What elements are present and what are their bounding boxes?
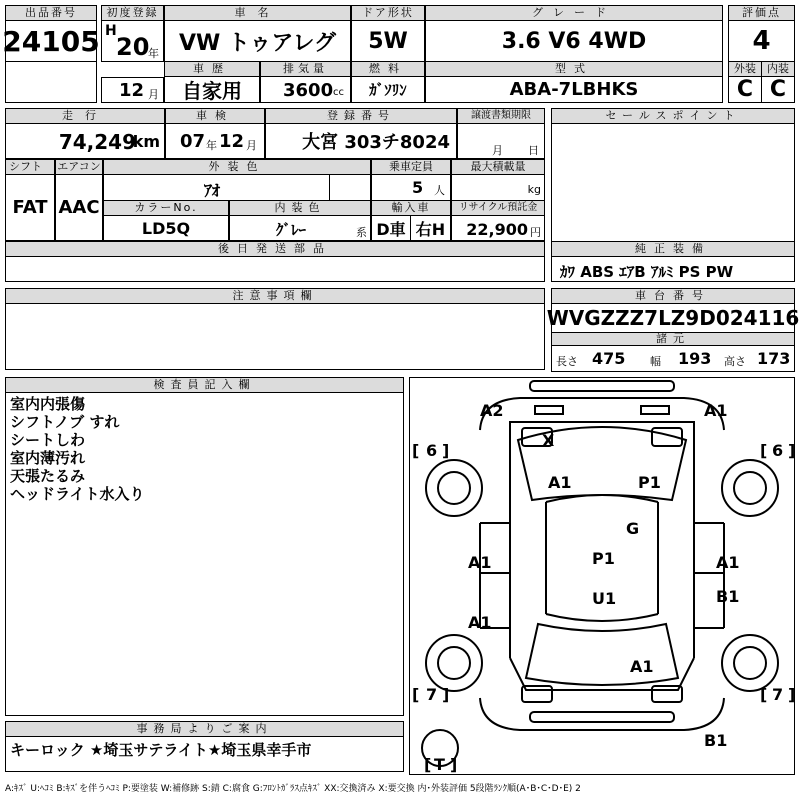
tire-bracket: ] (788, 685, 796, 704)
score-label: 評価点 (728, 5, 795, 21)
interior-label: 内装 (761, 61, 795, 77)
exterior-label: 外装 (728, 61, 762, 77)
tire-bracket: [ (412, 441, 420, 460)
interior-grade: C (761, 76, 795, 103)
color-no: LD5Q (103, 215, 229, 241)
mark-hood-left: A1 (548, 473, 572, 492)
grille-right (641, 406, 669, 414)
tire-fr: 6 (772, 441, 784, 460)
sales-points-box (551, 123, 795, 242)
model-label: 型式 (425, 61, 723, 77)
first-reg-month: 12 (119, 80, 145, 101)
mark-front-right: A1 (704, 401, 728, 420)
car-name: VW トゥアレグ (164, 20, 351, 62)
tire-rl: 7 (426, 685, 438, 704)
rear-bumper (480, 698, 724, 730)
displacement-unit: cc (333, 87, 344, 98)
lot-no-blank (5, 61, 97, 103)
doors-outer (480, 523, 724, 628)
max-load-label: 最大積載量 (451, 159, 545, 175)
model: ABA-7LBHKS (425, 76, 723, 103)
door-label: ドア形状 (351, 5, 425, 21)
history: 自家用 (164, 76, 260, 103)
divider (329, 175, 330, 200)
mileage-unit: km (132, 132, 160, 151)
chassis-label: 車台番号 (551, 288, 795, 304)
mark-right-rear-door: B1 (716, 587, 740, 606)
mark-hood-right: P1 (638, 473, 661, 492)
front-bumper (480, 398, 724, 430)
capacity-cell (371, 174, 451, 201)
wheel-fl-hub (438, 472, 470, 504)
era: H (105, 23, 117, 39)
inspector-label: 検査員記入欄 (5, 377, 404, 393)
wheel-rr-hub (734, 647, 766, 679)
import: D車 (371, 215, 411, 241)
legend: A:ｷｽﾞ U:ﾍｺﾐ B:ｷｽﾞを伴うﾍｺﾐ P:要塗装 W:補修跡 S:錆 C:腐食 G:ﾌﾛﾝﾄｶﾞﾗｽ点ｷｽﾞ XX:交換済み X:要交換 内･外装評価 5段階ﾗﾝｸ順(A･B･C･D･E) 2 (5, 784, 581, 794)
mark-right-front-door: A1 (716, 553, 740, 572)
int-color-unit: 系 (356, 226, 367, 239)
capacity-unit: 人 (434, 184, 445, 197)
mileage-cell (5, 123, 165, 159)
grille-left (535, 406, 563, 414)
height: 173 (757, 349, 791, 368)
tire-bracket: ] (442, 685, 450, 704)
wheel-rr (722, 635, 778, 691)
displacement: 3600 (283, 80, 334, 101)
mark-trunk: A1 (630, 657, 654, 676)
color-no-label: カラーNo. (103, 200, 229, 216)
notes-label: 注意事項欄 (5, 288, 545, 304)
mark-roof-g: G (626, 519, 640, 538)
mark-roof-p1: P1 (592, 549, 615, 568)
dims-label: 諸元 (551, 332, 795, 346)
inspection-year: 07 (180, 131, 206, 152)
transfer-doc-label: 譲渡書類期限 (457, 108, 545, 124)
genuine-equipment-label: 純正装備 (551, 241, 795, 257)
recycle-cell (451, 215, 545, 241)
displacement-cell (260, 76, 351, 103)
tire-bracket: [ (412, 685, 420, 704)
sales-points-label: セールスポイント (551, 108, 795, 124)
wheel-fr-hub (734, 472, 766, 504)
mark-rear-bumper: B1 (704, 731, 728, 750)
mileage-label: 走行 (5, 108, 165, 124)
tire-fl: 6 (426, 441, 438, 460)
max-load-cell (451, 174, 545, 201)
door-type: 5W (351, 20, 425, 62)
fuel-label: 燃料 (351, 61, 425, 77)
tire-bracket: ] (442, 441, 450, 460)
rear-bumper-bar (530, 712, 674, 722)
first-reg-year: 20 (116, 33, 150, 61)
tire-bracket: ] (788, 441, 796, 460)
reg-no-label: 登録番号 (265, 108, 457, 124)
car-diagram (410, 378, 794, 774)
first-reg-label: 初度登録 (101, 5, 164, 21)
exterior-grade: C (728, 76, 762, 103)
first-reg-month-cell (101, 77, 164, 103)
transfer-month: 月 (492, 144, 503, 157)
ext-color-label: 外装色 (103, 159, 371, 175)
tire-bracket: [ (424, 755, 432, 774)
int-color-cell (229, 215, 371, 241)
ext-color: ｱｵ (204, 181, 221, 200)
inspector-notes (5, 392, 404, 716)
max-load-unit: kg (527, 183, 541, 196)
tire-bracket: [ (760, 441, 768, 460)
tire-rr: 7 (772, 685, 784, 704)
month-unit: 月 (148, 88, 159, 101)
ac: AAC (55, 174, 103, 241)
transfer-doc-cell (457, 123, 545, 159)
front-bumper-top (530, 381, 674, 391)
inspection-month: 12 (219, 131, 245, 152)
int-color: ｸﾞﾚｰ (276, 221, 307, 239)
wheel-fr (722, 460, 778, 516)
wheel-rl-hub (438, 647, 470, 679)
car-name-label: 車名 (164, 5, 351, 21)
width-label: 幅 (650, 355, 661, 368)
inspector-note: 天張たるみ (10, 467, 86, 485)
chassis-no: WVGZZZ7LZ9D024116 (551, 303, 795, 333)
height-label: 高さ (724, 355, 746, 368)
lot-no-label: 出品番号 (5, 5, 97, 21)
ext-color-cell (103, 174, 371, 201)
grade-label: グレード (425, 5, 723, 21)
later-parts-box (5, 256, 545, 282)
length-label: 長さ (556, 355, 578, 368)
later-parts-label: 後日発送部品 (5, 241, 545, 257)
inspection-year-unit: 年 (206, 139, 217, 152)
history-label: 車歴 (164, 61, 260, 77)
tire-bracket: ] (450, 755, 458, 774)
mileage: 74,249 (58, 130, 136, 154)
length: 475 (592, 349, 626, 368)
inspector-note: シフトノブ すれ (10, 413, 120, 431)
fuel: ｶﾞｿﾘﾝ (351, 76, 425, 103)
tire-bracket: [ (760, 685, 768, 704)
wheel-rl (426, 635, 482, 691)
office-note: キーロック ★埼玉サテライト★埼玉県幸手市 (5, 736, 404, 772)
inspector-note: 室内内張傷 (10, 395, 86, 413)
taillight-right (652, 686, 682, 702)
lot-no: 24105 (5, 20, 97, 62)
shift-label: シフト (5, 159, 55, 175)
grade: 3.6 V6 4WD (425, 20, 723, 62)
car-diagram-frame (409, 377, 795, 775)
recycle-label: リサイクル預託金 (451, 200, 545, 216)
notes-box (5, 303, 545, 370)
office-label: 事務局よりご案内 (5, 721, 404, 737)
inspector-note: 室内薄汚れ (10, 449, 86, 467)
inspection-label: 車検 (165, 108, 265, 124)
inspector-note: ヘッドライト水入り (10, 485, 145, 503)
rear-window (526, 624, 678, 685)
import-label: 輸入車 (371, 200, 451, 216)
displacement-label: 排気量 (260, 61, 351, 77)
score: 4 (728, 20, 795, 62)
mark-roof-u1: U1 (592, 589, 617, 608)
recycle: 22,900 (466, 220, 528, 239)
ac-label: エアコン (55, 159, 103, 175)
mark-left-front-door: A1 (468, 553, 492, 572)
mark-windshield: X (542, 431, 555, 450)
transfer-day: 日 (528, 144, 539, 157)
inspection-month-unit: 月 (246, 139, 257, 152)
recycle-unit: 円 (530, 226, 541, 239)
first-reg-year-cell (101, 20, 164, 62)
width: 193 (678, 349, 712, 368)
inspector-note: シートしわ (10, 431, 86, 449)
capacity: 5 (412, 178, 424, 197)
int-color-label: 内装色 (229, 200, 371, 216)
taillight-left (522, 686, 552, 702)
mark-front-left: A2 (480, 401, 504, 420)
shift: FAT (5, 174, 55, 241)
year-unit: 年 (148, 47, 159, 60)
inspection-cell (165, 123, 265, 159)
genuine-equipment: ｶﾜ ABS ｴｱB ｱﾙﾐ PS PW (551, 256, 795, 282)
capacity-label: 乗車定員 (371, 159, 451, 175)
spare-mark: T (434, 755, 445, 774)
roof-rear (546, 614, 658, 621)
wheel-fl (426, 460, 482, 516)
mark-left-rear-door: A1 (468, 613, 492, 632)
reg-no: 大宮 303チ8024 (265, 123, 457, 159)
dims-row (551, 345, 795, 372)
steering: 右H (410, 215, 451, 241)
